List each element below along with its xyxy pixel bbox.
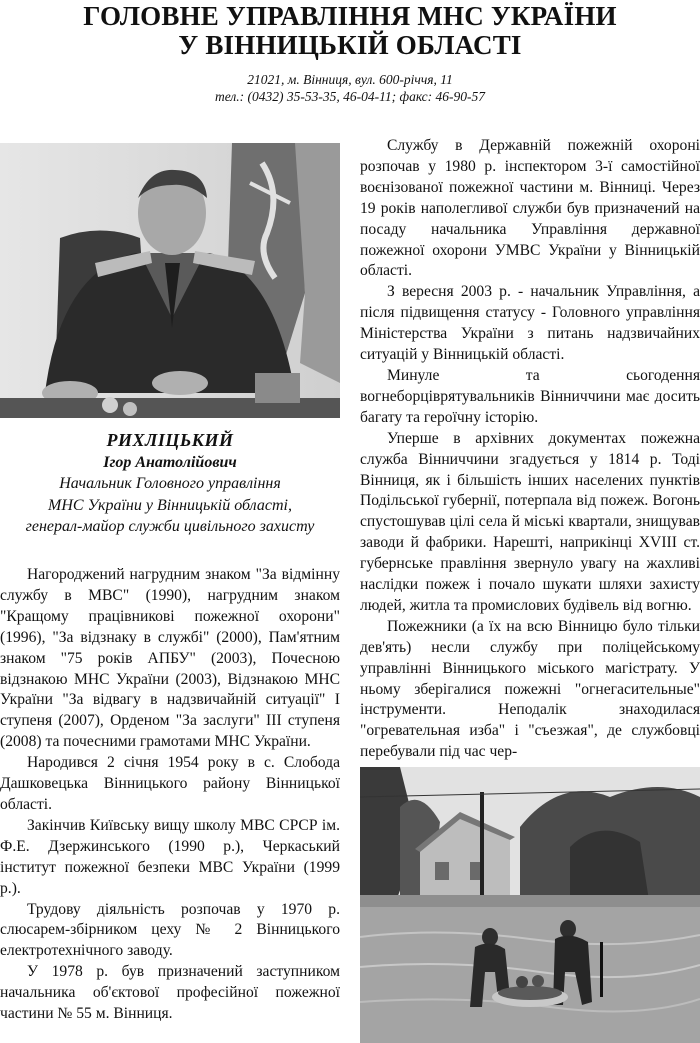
paragraph: Уперше в архівних документах пожежна служба Вінниччини згадується у 1814 р. Тоді Вінниця, як і більшість інших населених пунктів Подільської губернії, потерпала від пожеж. Вогонь спустошував цілі села й міські квартали, знищував заводи й фабрики. Нарешті, наприкінці XVIII ст. губернське правління звернуло увагу на жахливі наслідки пожеж і почало шукати шляхи захисту людей, житла та промислових будівель від вогню. <box>360 429 700 614</box>
left-text-column <box>0 565 340 1025</box>
paragraph: Службу в Державній пожежній охороні розпочав у 1980 р. інспектором 3-ї самостійної воєнізованої пожежної частини м. Вінниці. Через 19 років наполегливої служби був призначений на посаду начальника Управління державної пожежної охорони УМВС України у Вінницькій області. <box>360 137 700 280</box>
person-surname: РИХЛІЦЬКИЙ <box>106 430 234 450</box>
portrait-photo <box>0 143 340 418</box>
right-text-column <box>360 136 700 763</box>
address-line: 21021, м. Вінниця, вул. 600-річчя, 11 <box>247 72 453 87</box>
person-position-line: МНС України у Вінницькій області, <box>48 496 292 514</box>
paragraph: З вересня 2003 р. - начальник Управління, а після підвищення статусу - Головного управління Міністерства України з питань надзвичайних ситуацій у Вінницькій області. <box>360 283 700 364</box>
contact-address <box>0 71 700 105</box>
paragraph: Нагороджений нагрудним знаком "За відмінну службу в МВС" (1990), нагрудним знаком "Кращому працівникові пожежної охорони" (1996), "За відзнаку в службі" (2000), Пам'ятним знаком "75 років АПБУ" (2003), Почесною відзнакою МНС України (2003), Відзнакою МНС України "За відвагу в надзвичайній ситуації" І ступеня (2007), Орденом "За заслуги" ІІІ ступеня (2008) та почесними грамотами МНС України. <box>0 566 340 751</box>
page-title <box>0 2 700 60</box>
portrait-illustration <box>0 143 340 418</box>
paragraph: У 1978 р. був призначений заступником начальника об'єктової професійної пожежної частини № 55 м. Вінниця. <box>0 963 340 1023</box>
title-line-2: У ВІННИЦЬКІЙ ОБЛАСТІ <box>178 30 522 60</box>
portrait-caption <box>0 430 340 538</box>
paragraph: Народився 2 січня 1954 року в с. Слобода Дашковецька Вінницького району Вінницької області. <box>0 754 340 813</box>
paragraph: Трудову діяльність розпочав у 1970 р. слюсарем-збірником цеху № 2 Вінницького електротехнічного заводу. <box>0 900 340 960</box>
paragraph: Пожежники (а їх на всю Вінницю було тільки дев'ять) несли службу при поліцейському управлінні Вінницького міського магістрату. У ньому зберігалися пожежні "огнегасительные" інструменти. Неподалік знаходилася "огревательная изба" і "съезжая", де службовці перебували під час чер- <box>360 617 700 761</box>
paragraph: Закінчив Київську вищу школу МВС СРСР ім. Ф.Е. Дзержинського (1990 р.), Черкаський інститут пожежної безпеки МВС України (1999 р.). <box>0 816 340 897</box>
person-given-name: Ігор Анатолійович <box>103 453 237 471</box>
person-position-line: Начальник Головного управління <box>59 475 281 492</box>
paragraph: Минуле та сьогодення вогнеборціврятувальників Вінниччини має досить багату та героїчну історію. <box>360 366 700 426</box>
title-line-1: ГОЛОВНЕ УПРАВЛІННЯ МНС УКРАЇНИ <box>83 1 617 31</box>
flood-rescue-photo <box>360 767 700 1043</box>
phone-line: тел.: (0432) 35-53-35, 46-04-11; факс: 46-90-57 <box>215 89 485 104</box>
person-position-line: генерал-майор служби цивільного захисту <box>25 518 315 535</box>
flood-illustration <box>360 767 700 1043</box>
